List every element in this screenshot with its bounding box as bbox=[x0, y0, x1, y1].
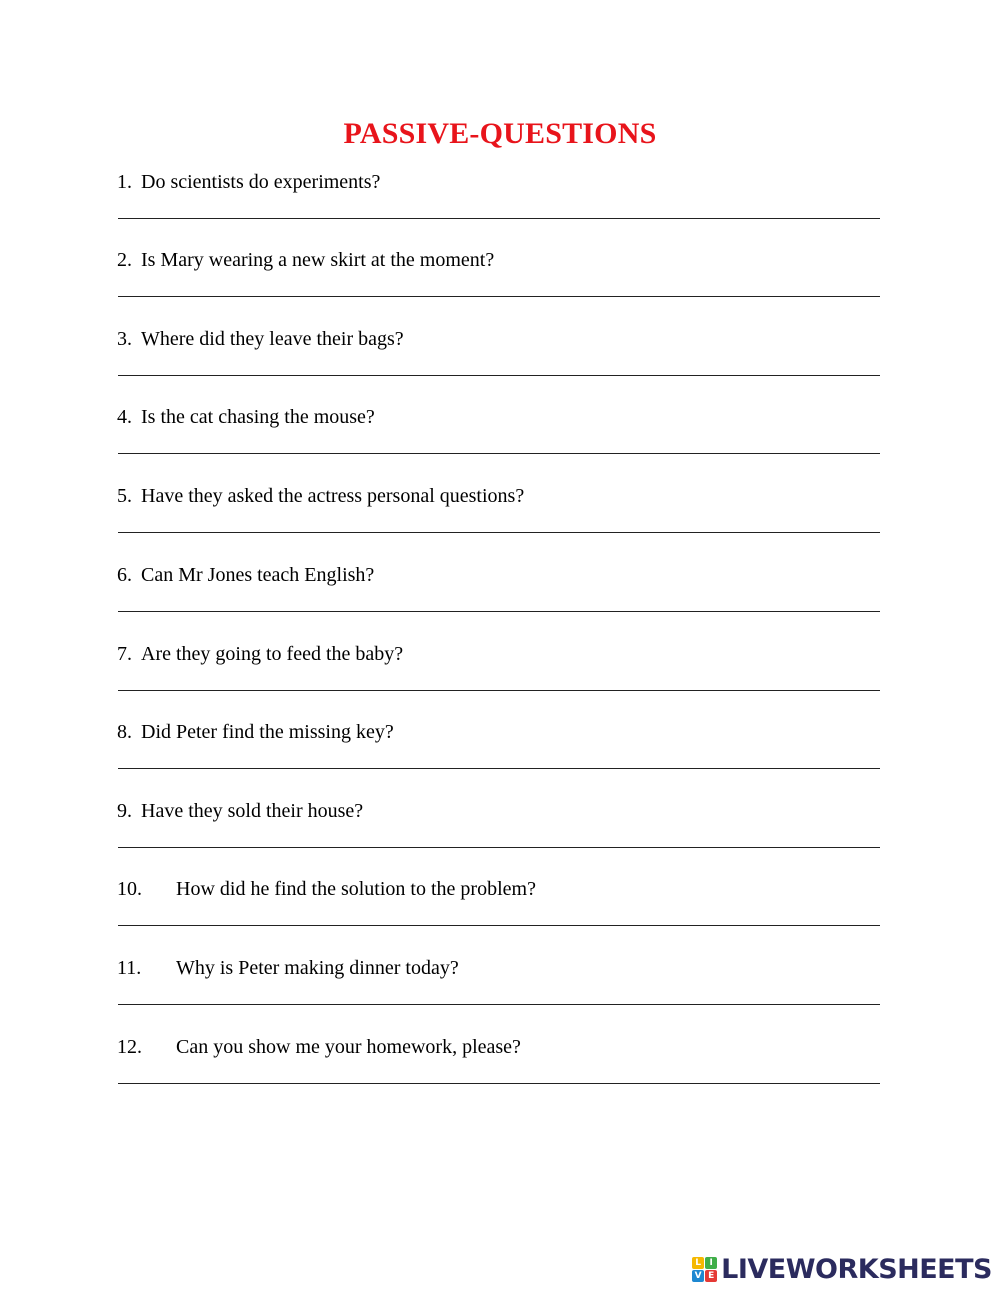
question-text: Did Peter find the missing key? bbox=[141, 721, 394, 743]
question-item bbox=[0, 248, 1000, 328]
logo-tile-v: V bbox=[692, 1270, 704, 1282]
logo-tile-l: L bbox=[692, 1257, 704, 1269]
question-number: 10. bbox=[117, 878, 142, 900]
answer-line[interactable] bbox=[118, 1004, 880, 1005]
question-number: 8. bbox=[117, 721, 132, 743]
question-text: Have they sold their house? bbox=[141, 800, 364, 822]
question-text: Is the cat chasing the mouse? bbox=[141, 406, 375, 428]
question-text: Is Mary wearing a new skirt at the moment? bbox=[141, 249, 495, 271]
answer-line[interactable] bbox=[118, 453, 880, 454]
answer-line[interactable] bbox=[118, 375, 880, 376]
answer-line[interactable] bbox=[118, 925, 880, 926]
question-item bbox=[0, 170, 1000, 250]
question-number: 1. bbox=[117, 171, 132, 193]
question-text: Have they asked the actress personal questions? bbox=[141, 485, 525, 507]
question-number: 6. bbox=[117, 564, 132, 586]
question-text: How did he find the solution to the problem? bbox=[176, 878, 536, 900]
question-item bbox=[0, 720, 1000, 800]
question-number: 3. bbox=[117, 328, 132, 350]
answer-line[interactable] bbox=[118, 218, 880, 219]
question-text: Where did they leave their bags? bbox=[141, 328, 404, 350]
question-item bbox=[0, 799, 1000, 879]
question-number: 4. bbox=[117, 406, 132, 428]
answer-line[interactable] bbox=[118, 611, 880, 612]
liveworksheets-icon bbox=[692, 1257, 717, 1282]
question-text: Why is Peter making dinner today? bbox=[176, 957, 459, 979]
question-number: 5. bbox=[117, 485, 132, 507]
answer-line[interactable] bbox=[118, 1083, 880, 1084]
question-number: 12. bbox=[117, 1036, 142, 1058]
answer-line[interactable] bbox=[118, 847, 880, 848]
worksheet-title: PASSIVE-QUESTIONS bbox=[343, 117, 657, 150]
question-number: 7. bbox=[117, 643, 132, 665]
liveworksheets-logo[interactable] bbox=[692, 1254, 992, 1285]
answer-line[interactable] bbox=[118, 768, 880, 769]
question-item bbox=[0, 484, 1000, 564]
question-number: 11. bbox=[117, 957, 142, 979]
question-text: Can Mr Jones teach English? bbox=[141, 564, 375, 586]
answer-line[interactable] bbox=[118, 296, 880, 297]
question-item bbox=[0, 327, 1000, 407]
question-item bbox=[0, 956, 1000, 1036]
question-item bbox=[0, 877, 1000, 957]
answer-line[interactable] bbox=[118, 690, 880, 691]
question-text: Are they going to feed the baby? bbox=[141, 643, 404, 665]
answer-line[interactable] bbox=[118, 532, 880, 533]
question-number: 9. bbox=[117, 800, 132, 822]
logo-tile-i: I bbox=[705, 1257, 717, 1269]
question-item bbox=[0, 405, 1000, 485]
question-text: Can you show me your homework, please? bbox=[176, 1036, 521, 1058]
question-item bbox=[0, 642, 1000, 722]
question-item bbox=[0, 563, 1000, 643]
question-number: 2. bbox=[117, 249, 132, 271]
question-text: Do scientists do experiments? bbox=[141, 171, 381, 193]
logo-tile-e: E bbox=[705, 1270, 717, 1282]
question-item bbox=[0, 1035, 1000, 1115]
liveworksheets-wordmark: LIVEWORKSHEETS bbox=[721, 1254, 992, 1285]
